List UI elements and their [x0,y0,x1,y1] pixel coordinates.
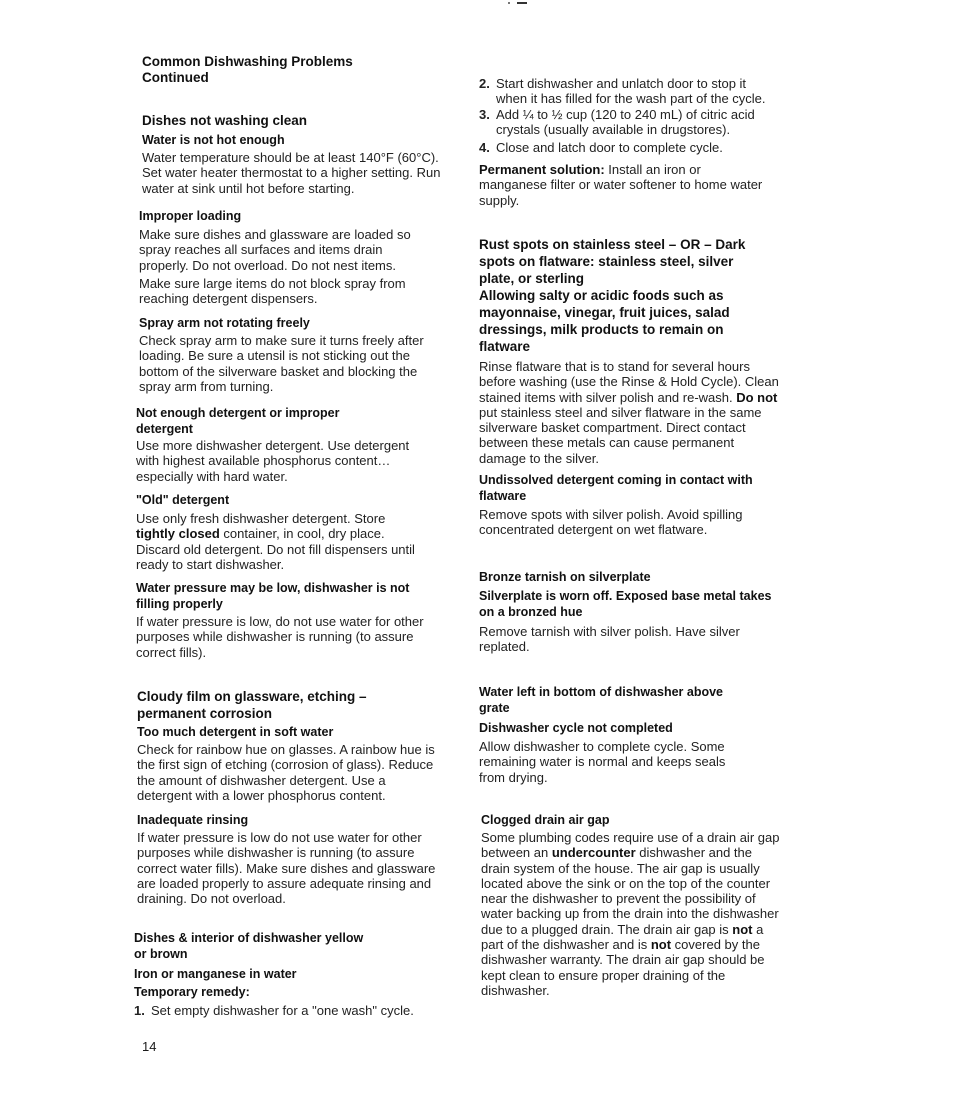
remedy-text: Water temperature should be at least 140°F (60°C). Set water heater thermostat to a higher setting. Run water at sink until hot before starting. [142,150,441,196]
remedy-text: Check for rainbow hue on glasses. A rainbow hue is the first sign of etching (corrosion of glass). Reduce the amount of dishwasher detergent. Use a detergent with a lower phosphorus content. [137,742,435,803]
list-number: 2. [479,76,490,91]
remedy-text-part: Install an iron or manganese filter or water softener to home water supply. [479,162,763,208]
remedy-text [479,359,779,466]
scan-mark [508,2,510,4]
section-title: Dishes not washing clean [142,113,308,128]
list-text: Add ¼ to ½ cup (120 to 240 mL) of citric acid crystals (usually available in drugstores). [496,107,755,138]
emphasis: not [650,937,672,953]
remedy-text-part: Use only fresh dishwasher detergent. Store [136,511,386,526]
list-item [479,76,779,107]
remedy-text: If water pressure is low, do not use water for other purposes while dishwasher is running (to assure correct fills). [136,614,424,660]
cause-heading: Allowing salty or acidic foods such as mayonnaise, vinegar, fruit juices, salad dressings, milk products to remain on flatware [479,288,730,354]
remedy-text [481,830,781,998]
list-text: Close and latch door to complete cycle. [496,140,723,155]
remedy-text-part: covered by the dishwasher warranty. The drain air gap should be kept clean to ensure proper draining of the dishwasher. [481,937,765,998]
remedy-text: Make sure large items do not block spray from reaching detergent dispensers. [139,276,406,307]
remedy-text [136,511,416,572]
section-title: Clogged drain air gap [481,813,610,827]
cause-heading: Water is not hot enough [142,133,285,147]
list-text: Start dishwasher and unlatch door to stop it when it has filled for the wash part of the cycle. [496,76,766,107]
page-header [142,54,442,86]
remedy-text-part: container, in cool, dry place. Discard old detergent. Do not fill dispensers until ready to start dishwasher. [136,526,415,572]
list-item [134,1003,444,1018]
list-item [479,107,779,138]
remedy-text-part: Rinse flatware that is to stand for several hours before washing (use the Rinse & Hold Cycle). Clean stained items with silver polish and re-wash. [479,359,779,405]
emphasis: undercounter [551,845,636,861]
remedy-text-part: a part of the dishwasher and is [481,921,764,953]
remedy-text-part: dishwasher and the drain system of the house. The air gap is usually located above the sink or on the top of the counter near the dishwasher to prevent the possibility of water backing up from the drain into the dishwasher due to a plugged drain. The drain air gap is [481,845,779,937]
emphasis: not [732,921,753,937]
section-title: Rust spots on stainless steel – OR – Dark spots on flatware: stainless steel, silver plate, or sterling [479,237,746,286]
list-text: Set empty dishwasher for a "one wash" cycle. [151,1003,414,1018]
list-number: 1. [134,1003,145,1018]
remedy-text: Use more dishwasher detergent. Use detergent with highest available phosphorus content… especially with hard water. [136,438,410,484]
section-title: Water left in bottom of dishwasher above grate [479,685,724,715]
cause-heading: Dishwasher cycle not completed [479,721,673,735]
cause-heading: Too much detergent in soft water [137,725,334,739]
cause-heading: Improper loading [139,209,242,223]
remedy-text [479,162,769,208]
emphasis: tightly closed [136,526,220,542]
list-number: 4. [479,140,490,155]
remedy-text: Remove spots with silver polish. Avoid spilling concentrated detergent on wet flatware. [479,507,743,538]
page-number: 14 [142,1039,157,1054]
cause-heading: Temporary remedy: [134,985,250,999]
cause-heading: Inadequate rinsing [137,813,249,827]
section-title: Cloudy film on glassware, etching – permanent corrosion [137,689,367,721]
list-number: 3. [479,107,490,122]
remedy-text: Allow dishwasher to complete cycle. Some remaining water is normal and keeps seals from drying. [479,739,726,785]
section-title: Dishes & interior of dishwasher yellow or brown [134,931,364,961]
section-title: Bronze tarnish on silverplate [479,570,651,584]
header-continued: Continued [142,70,209,85]
remedy-text-part: put stainless steel and silver flatware in the same silverware basket compartment. Direct contact between these metals can cause permanent damage to the silver. [479,404,762,466]
cause-heading: Spray arm not rotating freely [139,316,310,330]
cause-heading: Water pressure may be low, dishwasher is not filling properly [136,581,410,611]
cause-heading: Undissolved detergent coming in contact with flatware [479,473,753,503]
scan-mark [517,2,527,4]
header-title: Common Dishwashing Problems [142,54,353,69]
cause-heading: Silverplate is worn off. Exposed base metal takes on a bronzed hue [479,589,772,619]
remedy-text-part: Some plumbing codes require use of a drain air gap between an [481,830,780,861]
remedy-text: If water pressure is low do not use water for other purposes while dishwasher is running (to assure correct water fills). Make sure dishes and glassware are loaded properly to assure adequate rinsing and draining. Do not overload. [137,830,436,907]
remedy-text: Make sure dishes and glassware are loaded so spray reaches all surfaces and items drain properly. Do not overload. Do not nest items. [139,227,411,273]
remedy-text: Remove tarnish with silver polish. Have silver replated. [479,624,740,655]
remedy-text: Check spray arm to make sure it turns freely after loading. Be sure a utensil is not sticking out the bottom of the silverware basket and blocking the spray arm from turning. [139,333,424,394]
list-item [479,140,779,155]
cause-heading: "Old" detergent [136,493,230,507]
emphasis: Do not [736,389,778,405]
cause-heading: Iron or manganese in water [134,967,297,981]
cause-heading: Not enough detergent or improper detergent [136,406,340,436]
emphasis: Permanent solution: [479,162,605,177]
